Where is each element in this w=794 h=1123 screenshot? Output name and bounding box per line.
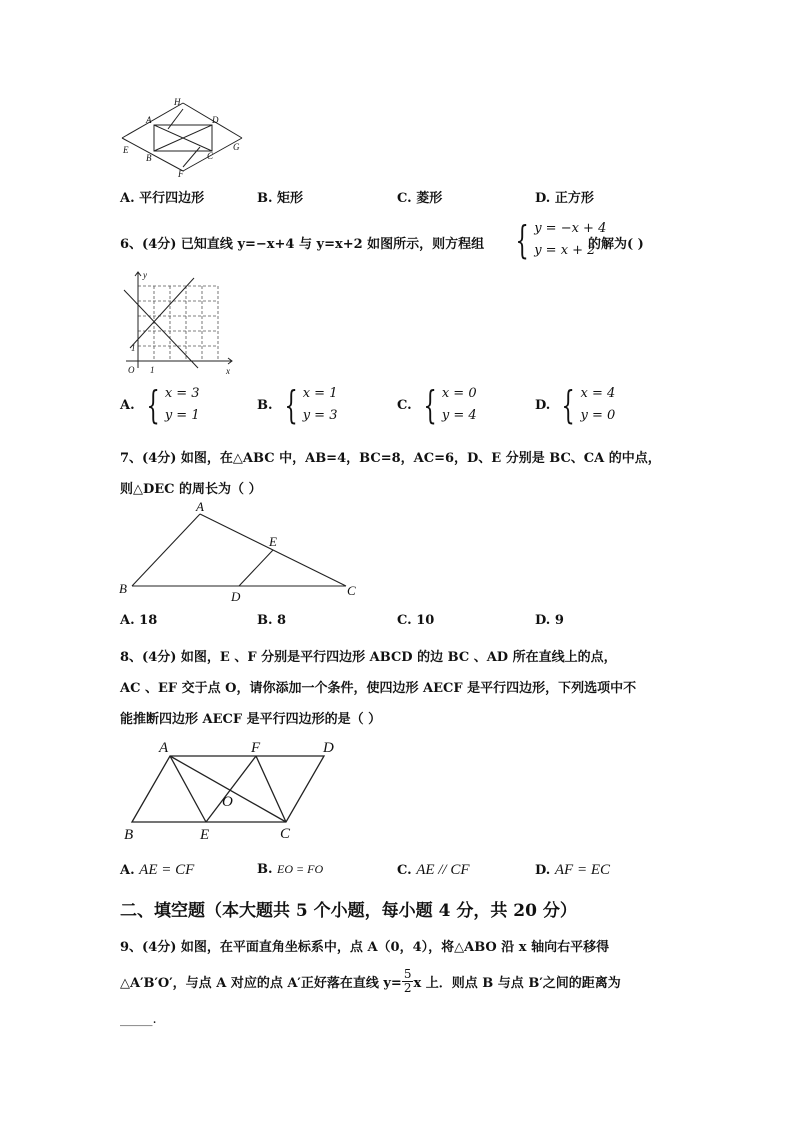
option-letter: C. — [397, 191, 412, 206]
brace-icon: { — [515, 218, 529, 262]
option-letter: C. — [397, 863, 412, 878]
q7-line1: 7、(4分) 如图，在△ABC 中，AB=4，BC=8，AC=6，D、E 分别是 BC、CA 的中点， — [120, 451, 661, 466]
q6-system-eq2: y = x + 2 — [534, 243, 596, 258]
option-text: 8 — [277, 613, 287, 628]
q7-segment-de — [239, 550, 273, 586]
q7-side-ab — [132, 514, 200, 586]
q6-line-pos — [130, 278, 194, 348]
option-text: 平行四边形 — [139, 191, 205, 206]
brace-icon: { — [561, 383, 576, 427]
q9-line1: 9、(4分) 如图，在平面直角坐标系中，点 A（0，4），将△ABO 沿 x 轴向右平移得 — [120, 940, 610, 955]
q5-line-ah — [168, 109, 183, 129]
option-letter: B. — [257, 862, 273, 877]
q5-label-b: B — [146, 153, 152, 163]
q8-figure — [118, 734, 348, 846]
q8-option-d[interactable] — [535, 862, 610, 879]
q8-label-c: C — [280, 826, 291, 842]
q6-system-eq1: y = −x + 4 — [534, 221, 607, 236]
q9-line2 — [120, 968, 621, 995]
brace-icon: { — [283, 383, 298, 427]
q6-grid — [138, 286, 218, 361]
option-eq1: x = 1 — [302, 386, 338, 401]
option-letter: B. — [257, 397, 273, 413]
option-text: 9 — [554, 613, 564, 628]
q8-label-f: F — [251, 740, 261, 756]
option-letter: C. — [397, 397, 412, 413]
q6-option-b[interactable] — [257, 383, 337, 427]
q5-label-f: F — [178, 169, 184, 177]
option-text: AE = CF — [139, 862, 195, 878]
option-eq2: y = 3 — [302, 408, 338, 423]
option-text: 正方形 — [554, 191, 594, 206]
q6-stem-a: 6、(4分) 已知直线 y=−x+4 与 y=x+2 如图所示，则方程组 — [120, 237, 485, 252]
q7-label-d: D — [231, 589, 241, 604]
q8-label-o: O — [222, 794, 233, 810]
q8-option-c[interactable] — [397, 862, 470, 879]
q6-label-one-x: 1 — [150, 365, 155, 375]
q8-line2: AC 、EF 交于点 O，请你添加一个条件，使四边形 AECF 是平行四边形，下列选项中不 — [120, 681, 637, 696]
option-letter: A. — [120, 863, 135, 878]
q9-frac-den: 2 — [403, 981, 412, 995]
option-text: 菱形 — [416, 191, 443, 206]
option-letter: A. — [120, 191, 135, 206]
q5-label-h: H — [174, 97, 181, 107]
q8-option-a[interactable] — [120, 862, 194, 879]
option-letter: D. — [535, 191, 551, 206]
q7-line2: 则△DEC 的周长为（ ） — [120, 482, 262, 497]
option-text: AF = EC — [554, 862, 610, 878]
q5-label-a: A — [146, 115, 152, 125]
q5-label-e: E — [123, 145, 129, 155]
q8-segment-fc — [256, 756, 286, 822]
q7-option-c[interactable] — [397, 613, 434, 628]
option-letter: D. — [535, 613, 551, 628]
brace-icon: { — [146, 383, 160, 427]
option-eq2: y = 1 — [164, 408, 200, 423]
q7-figure — [118, 500, 368, 608]
q5-figure — [118, 95, 248, 177]
option-letter: B. — [257, 613, 273, 628]
section2-title: 二、填空题（本大题共 5 个小题，每小题 4 分，共 20 分） — [120, 901, 577, 921]
q5-option-b[interactable] — [257, 187, 303, 206]
q8-option-b[interactable] — [257, 862, 323, 877]
q6-label-o: O — [128, 365, 135, 375]
q6-line-neg — [124, 290, 198, 368]
q8-label-d: D — [323, 740, 334, 756]
option-text: 10 — [416, 613, 435, 628]
q6-label-one-y: 1 — [131, 343, 136, 353]
option-letter: C. — [397, 613, 412, 628]
q6-label-y: y — [143, 270, 147, 280]
q5-label-c: C — [207, 151, 214, 161]
option-letter: B. — [257, 191, 273, 206]
q7-option-d[interactable] — [535, 613, 564, 628]
option-letter: A. — [120, 397, 135, 413]
q6-graph — [120, 268, 240, 376]
q6-option-c[interactable] — [397, 383, 477, 427]
q6-option-d[interactable] — [535, 383, 615, 427]
q5-label-g: G — [233, 142, 240, 152]
q5-line-ef — [122, 138, 183, 171]
q7-label-c: C — [347, 583, 356, 598]
q9-frac-num: 5 — [403, 967, 412, 981]
q6-option-a[interactable] — [120, 383, 200, 427]
option-text: AE // CF — [416, 862, 470, 878]
option-text: EO = FO — [277, 862, 324, 876]
brace-icon: { — [423, 383, 437, 427]
q9-fraction — [402, 968, 414, 995]
q5-option-d[interactable] — [535, 187, 594, 206]
option-text: 18 — [139, 613, 158, 628]
q5-option-c[interactable] — [397, 187, 442, 206]
q7-option-a[interactable] — [120, 613, 157, 628]
q5-option-a[interactable] — [120, 187, 204, 206]
q7-option-b[interactable] — [257, 613, 286, 628]
option-text: 矩形 — [277, 191, 304, 206]
q8-line1: 8、(4分) 如图，E 、F 分别是平行四边形 ABCD 的边 BC 、AD 所在直线上的点， — [120, 650, 617, 665]
q7-label-e: E — [269, 534, 277, 549]
q8-label-e: E — [200, 827, 210, 843]
q7-label-a: A — [196, 500, 204, 514]
q8-segment-ef — [206, 756, 256, 822]
q8-line3: 能推断四边形 AECF 是平行四边形的是（ ） — [120, 712, 382, 727]
q8-label-a: A — [159, 740, 169, 756]
option-letter: D. — [535, 397, 551, 413]
option-eq1: x = 4 — [580, 386, 616, 401]
q9-answer-blank[interactable]: _____. — [120, 1012, 157, 1027]
option-letter: A. — [120, 613, 135, 628]
option-letter: D. — [535, 863, 551, 878]
q5-label-d: D — [212, 115, 219, 125]
option-eq1: x = 0 — [441, 386, 477, 401]
q8-label-b: B — [124, 827, 134, 843]
option-eq1: x = 3 — [164, 386, 200, 401]
q9-line2-b: x 上．则点 B 与点 B′之间的距离为 — [413, 976, 621, 991]
q9-line2-a: △A′B′O′，与点 A 对应的点 A′正好落在直线 y= — [120, 976, 402, 991]
option-eq2: y = 0 — [580, 408, 616, 423]
option-eq2: y = 4 — [441, 408, 477, 423]
q6-stem-b: 的解为( ) — [588, 237, 644, 252]
q5-line-fc — [183, 147, 200, 167]
q6-label-x: x — [226, 366, 230, 376]
q7-label-b: B — [119, 581, 127, 596]
